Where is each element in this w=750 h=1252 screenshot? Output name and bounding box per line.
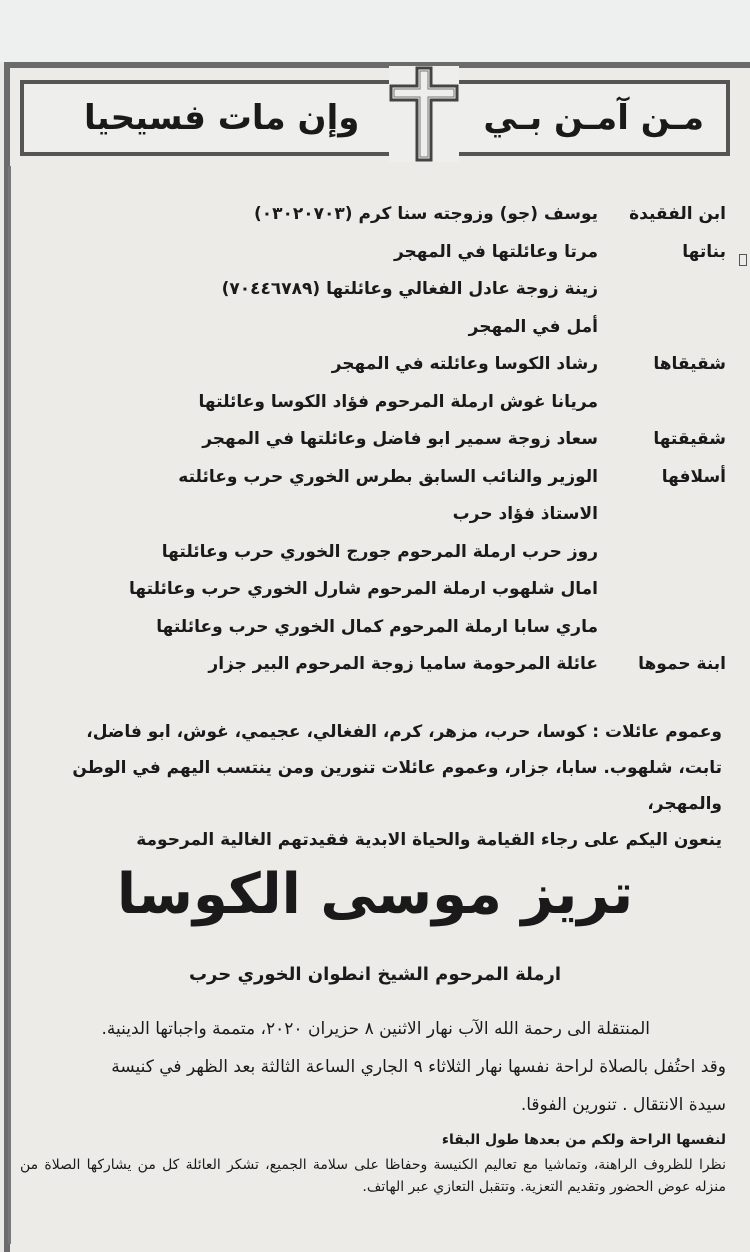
notice-paragraph: نظرا للظروف الراهنة، وتماشيا مع تعاليم الكنيسة وحفاظا على سلامة الجميع، تشكر العائلة كل من يشاركها الصلاة من منزله عوض الحضور وتقديم التعزية. وتتقبل التعازي عبر الهاتف.: [20, 1157, 726, 1195]
relative-row: [20, 504, 726, 534]
relative-row: [20, 654, 726, 684]
families-paragraph: [30, 714, 722, 858]
top-blank-strip: [0, 0, 750, 62]
relative-row: [20, 279, 726, 309]
relative-name: مرتا وعائلتها في المهجر: [393, 241, 598, 262]
relative-label: ابنة حموها: [638, 654, 726, 674]
relative-label: أسلافها: [661, 466, 726, 487]
cross-icon: [389, 66, 459, 162]
death-line: المنتقلة الى رحمة الله الآب نهار الاثنين ٨ حزيران ٢٠٢٠، متممة واجباتها الدينية.: [101, 1019, 650, 1039]
relative-row: [20, 354, 726, 384]
relative-row: [20, 204, 726, 234]
relative-name: مريانا غوش ارملة المرحوم فؤاد الكوسا وعائلتها: [198, 391, 598, 412]
relative-label: ابن الفقيدة: [629, 204, 726, 224]
header-banner: [20, 80, 730, 156]
relative-name: الوزير والنائب السابق بطرس الخوري حرب وعائلته: [178, 466, 598, 487]
death-line: سيدة الانتقال . تنورين الفوقا.: [520, 1095, 726, 1115]
relative-label: بناتها: [682, 241, 726, 262]
relative-row: [20, 542, 726, 572]
closing-line: لنفسها الراحة ولكم من بعدها طول البقاء: [441, 1132, 726, 1148]
death-line: وقد احتُفل بالصلاة لراحة نفسها نهار الثلاثاء ٩ الجاري الساعة الثالثة بعد الظهر في كنيسة: [111, 1057, 726, 1077]
families-line: ينعون اليكم على رجاء القيامة والحياة الابدية فقيدتهم الغالية المرحومة: [136, 830, 722, 850]
relative-row: [20, 617, 726, 647]
relative-name: زينة زوجة عادل الفغالي وعائلتها (٧٠٤٤٦٧٨٩): [221, 279, 598, 299]
header-right-text: مـن آمـن بـي: [483, 98, 704, 138]
death-paragraph: [28, 1010, 726, 1124]
deceased-name: تريز موسى الكوسا: [116, 862, 634, 927]
relative-name: يوسف (جو) وزوجته سنا كرم (٠٣٠٢٠٧٠٣): [254, 204, 598, 224]
relative-name: سعاد زوجة سمير ابو فاضل وعائلتها في المهجر: [202, 429, 598, 449]
edge-marker: [739, 254, 747, 266]
families-line: وعموم عائلات : كوسا، حرب، مزهر، كرم، الفغالي، عجيمي، غوش، ابو فاضل،: [86, 722, 722, 742]
relative-name: رشاد الكوسا وعائلته في المهجر: [331, 354, 598, 374]
header-left-text: وإن مات فسيحيا: [84, 98, 360, 138]
relative-label: شقيقاها: [653, 354, 726, 374]
relative-row: [20, 392, 726, 422]
relative-name: امال شلهوب ارملة المرحوم شارل الخوري حرب وعائلتها: [129, 579, 598, 599]
relative-row: [20, 242, 726, 272]
relative-row: [20, 467, 726, 497]
relative-name: الاستاذ فؤاد حرب: [452, 504, 598, 524]
relative-name: عائلة المرحومة ساميا زوجة المرحوم البير جزار: [208, 654, 598, 674]
relative-row: [20, 317, 726, 347]
deceased-subtitle: ارملة المرحوم الشيخ انطوان الخوري حرب: [188, 964, 562, 985]
relative-name: ماري سابا ارملة المرحوم كمال الخوري حرب وعائلتها: [156, 616, 598, 637]
relative-name: روز حرب ارملة المرحوم جورج الخوري حرب وعائلتها: [161, 541, 598, 562]
relative-row: [20, 579, 726, 609]
relative-label: شقيقتها: [653, 429, 726, 449]
families-line: تابت، شلهوب. سابا، جزار، وعموم عائلات تنورين ومن ينتسب اليهم في الوطن والمهجر،: [72, 758, 722, 814]
relative-row: [20, 429, 726, 459]
relative-name: أمل في المهجر: [468, 316, 598, 337]
